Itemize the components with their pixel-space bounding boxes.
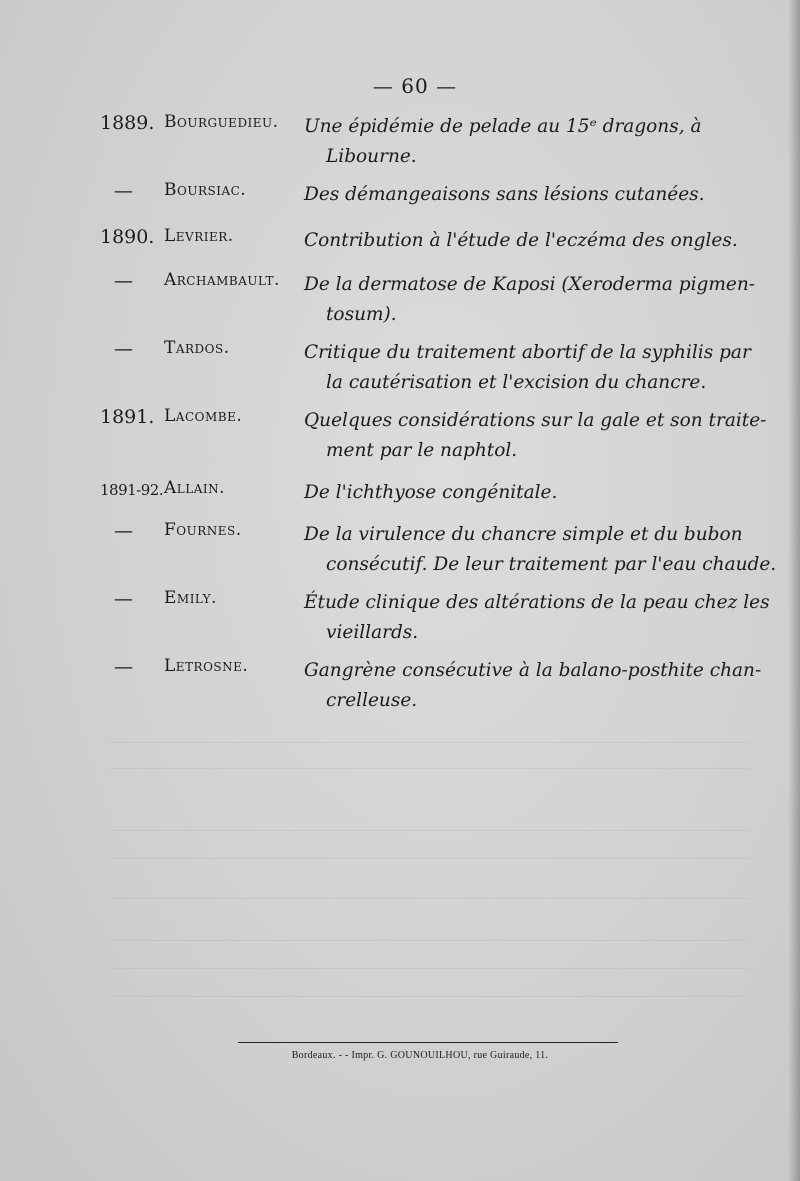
bibliography-entry	[0, 226, 800, 266]
entry-title	[304, 406, 767, 466]
entry-author: Boursiac.	[164, 180, 247, 200]
bibliography-entry	[0, 588, 800, 643]
bleed-through-mark	[110, 898, 750, 899]
entry-title-line-2: vieillards.	[326, 622, 419, 643]
page-edge-shadow	[788, 0, 800, 1181]
page-number: — 60 —	[372, 74, 458, 98]
bibliography-entry	[0, 112, 800, 167]
entry-year: 1889.	[100, 112, 155, 134]
bibliography-entry	[0, 656, 800, 711]
entry-title-line-2: Libourne.	[326, 146, 417, 167]
entry-title-line-1: Quelques considérations sur la gale et son traite-	[304, 410, 767, 431]
entry-year: 1891-92.	[100, 481, 164, 499]
bleed-through-mark	[110, 742, 750, 743]
bibliography-entry	[0, 406, 800, 461]
entry-title	[304, 478, 736, 508]
entry-title-line-2: ment par le naphtol.	[326, 440, 518, 461]
entry-author: Fournes.	[164, 520, 242, 540]
printer-imprint: Bordeaux. - - Impr. G. GOUNOUILHOU, rue Guiraude, 11.	[291, 1050, 549, 1061]
entry-author: Emily.	[164, 588, 217, 608]
entry-author: Bourguedieu.	[164, 112, 279, 132]
entry-title-line-1: Critique du traitement abortif de la syphilis par	[304, 342, 751, 363]
entry-title	[304, 338, 751, 398]
bibliography-entry	[0, 180, 800, 220]
entry-title-line-1: Une épidémie de pelade au 15ᵉ dragons, à	[304, 116, 702, 137]
entry-author: Letrosne.	[164, 656, 249, 676]
bibliography-entry	[0, 520, 800, 575]
entry-title-line-2: consécutif. De leur traitement par l'eau chaude.	[326, 554, 777, 575]
entry-title-line-2: crelleuse.	[326, 690, 418, 711]
entry-title-line-2: tosum).	[326, 304, 397, 325]
entry-title-line-1: Gangrène consécutive à la balano-posthite chan-	[304, 660, 762, 681]
entry-title	[304, 588, 770, 648]
bibliography-entry	[0, 270, 800, 325]
entry-title	[304, 270, 756, 330]
entry-title-line-1: Des démangeaisons sans lésions cutanées.	[304, 184, 705, 205]
entry-title-line-1: Étude clinique des altérations de la peau chez les	[304, 592, 770, 613]
entry-author: Allain.	[164, 478, 226, 498]
bleed-through-mark	[110, 768, 750, 769]
bleed-through-mark	[110, 996, 750, 997]
entry-title-line-1: De la virulence du chancre simple et du bubon	[304, 524, 743, 545]
entry-title-line-1: Contribution à l'étude de l'eczéma des ongles.	[304, 230, 738, 251]
entry-author: Levrier.	[164, 226, 234, 246]
entry-year: —	[114, 588, 133, 610]
bibliography-entry	[0, 338, 800, 393]
entry-year: —	[114, 270, 133, 292]
entry-author: Lacombe.	[164, 406, 243, 426]
bleed-through-mark	[110, 830, 750, 831]
entry-title	[304, 226, 736, 256]
entry-year: 1891.	[100, 406, 155, 428]
bleed-through-mark	[110, 940, 750, 941]
entry-author: Tardos.	[164, 338, 230, 358]
entry-title-line-1: De la dermatose de Kaposi (Xeroderma pigmen-	[304, 274, 756, 295]
entry-year: —	[114, 656, 133, 678]
footer-rule	[238, 1042, 618, 1043]
entry-year: —	[114, 180, 133, 202]
bibliography-entry	[0, 478, 800, 518]
entry-title	[304, 180, 736, 210]
entry-title	[304, 656, 762, 716]
bleed-through-mark	[110, 858, 750, 859]
entry-title	[304, 112, 736, 172]
entry-year: —	[114, 338, 133, 360]
entry-year: 1890.	[100, 226, 155, 248]
entry-author: Archambault.	[164, 270, 280, 290]
entry-title	[304, 520, 777, 580]
entry-title-line-2: la cautérisation et l'excision du chancre.	[326, 372, 707, 393]
bleed-through-mark	[110, 968, 750, 969]
entry-title-line-1: De l'ichthyose congénitale.	[304, 482, 558, 503]
entry-year: —	[114, 520, 133, 542]
